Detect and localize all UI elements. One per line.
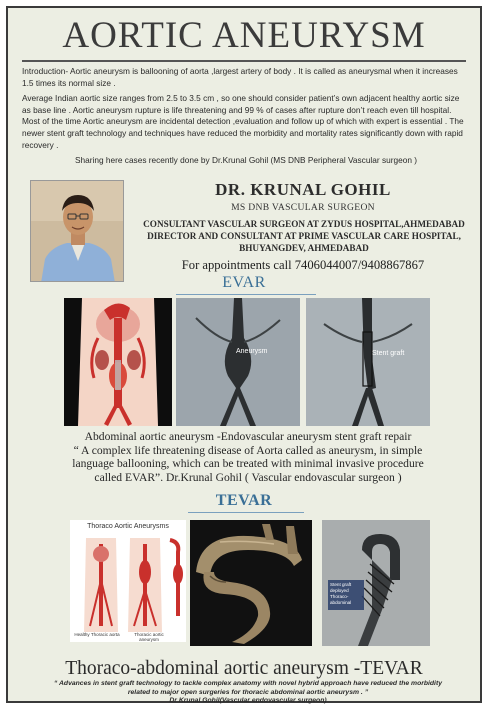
doctor-role-line-3: BHUYANGDEV, AHMEDABAD <box>239 243 369 253</box>
intro-paragraph-2: Average Indian aortic size ranges from 2.5 to 3.5 cm , so one should consider patient’s own adjacent healthy aortic size as base line . Aortic aneurysm rupture is life threatening and 99 % of cases after rupture don’t reach even till hospital. Most of the time Aortic aneurysm are incidental detection ,evaluation and follow up of which with expert is essential . The newer stent graft technology and techniques have reduced the morbidity and mortality rates significantly down with rapid recovery . <box>22 93 464 150</box>
aneurysm-label: Aneurysm <box>236 348 268 355</box>
tevar-quote-line-2: related to major open surgeries for thoracic abdominal aortic aneurysm . ” <box>127 688 369 696</box>
doctor-photo <box>30 180 124 282</box>
thoraco-aortic-title: Thoraco Aortic Aneurysms <box>87 523 169 530</box>
thoracic-aneurysm-illustration <box>70 520 186 642</box>
evar-anatomy-illustration <box>64 298 172 426</box>
page-title: AORTIC ANEURYSM <box>62 15 426 56</box>
ct-aorta-3d-render <box>190 520 312 646</box>
doctor-name: DR. KRUNAL GOHIL <box>215 180 391 199</box>
doctor-role-line-2: DIRECTOR AND CONSULTANT AT PRIME VASCULAR CARE HOSPITAL, <box>147 231 461 241</box>
evar-caption-line-4: called EVAR”. Dr.Krunal Gohil ( Vascular endovascular surgeon ) <box>94 470 402 484</box>
aneurysm-aorta-label: Thoracic aortic aneurysm <box>134 632 164 642</box>
tevar-3d-ct-image <box>190 520 312 646</box>
evar-divider <box>176 294 316 295</box>
stent-deployed-label: Stent graft deployed Thoraco-abdominal <box>330 582 352 605</box>
evar-caption-line-3: language ballooning, which can be treated with minimal invasive procedure <box>72 457 424 471</box>
intro-text <box>22 66 470 171</box>
angiogram-aneurysm-image <box>176 298 300 426</box>
evar-caption-line-1: Abdominal aortic aneurysm -Endovascular aneurysm stent graft repair <box>84 430 412 443</box>
evar-angiogram-aneurysm <box>176 298 300 426</box>
doctor-roles <box>132 218 476 254</box>
title-divider <box>22 60 466 62</box>
tevar-quote-line-1: “ Advances in stent graft technology to tackle complex anatomy with novel hybrid approach have reduced the morbidity <box>53 680 442 687</box>
healthy-aorta-label: Healthy Thoracic aorta <box>74 632 120 637</box>
evar-angiogram-stent <box>306 298 430 426</box>
poster <box>6 6 482 703</box>
tevar-heading: TEVAR <box>215 492 273 509</box>
tevar-bottom-title: Thoraco-abdominal aortic aneurysm -TEVAR <box>65 658 423 679</box>
angiogram-stent-image <box>306 298 430 426</box>
stent-graft-label: Stent graft <box>372 350 405 357</box>
evar-caption <box>48 430 448 484</box>
intro-paragraph-1: Introduction- Aortic aneurysm is ballooning of aorta ,largest artery of body . It is called as aneurysmal when it increases 1.5 times its normal size . <box>22 66 458 88</box>
tevar-angiogram-stent <box>322 520 430 646</box>
tevar-divider <box>188 512 304 513</box>
appointment-phone: For appointments call 7406044007/9408867867 <box>181 258 425 272</box>
aorta-stent-illustration <box>64 298 172 426</box>
tevar-quote <box>24 680 472 706</box>
evar-heading: EVAR <box>222 274 266 291</box>
doctor-role-line-1: CONSULTANT VASCULAR SURGEON AT ZYDUS HOSPITAL,AHMEDABAD <box>143 219 465 229</box>
tevar-anatomy-illustration <box>70 520 186 642</box>
intro-paragraph-3: Sharing here cases recently done by Dr.Krunal Gohil (MS DNB Peripheral Vascular surgeon ) <box>74 155 418 166</box>
doctor-qualification: MS DNB VASCULAR SURGEON <box>231 202 375 213</box>
tevar-quote-line-3: Dr Krunal Gohil(Vascular endovascular surgeon) <box>169 697 327 705</box>
doctor-portrait-illustration <box>31 181 124 282</box>
evar-caption-line-2: “ A complex life threatening disease of Aorta called as aneurysm, in simple <box>73 443 423 457</box>
